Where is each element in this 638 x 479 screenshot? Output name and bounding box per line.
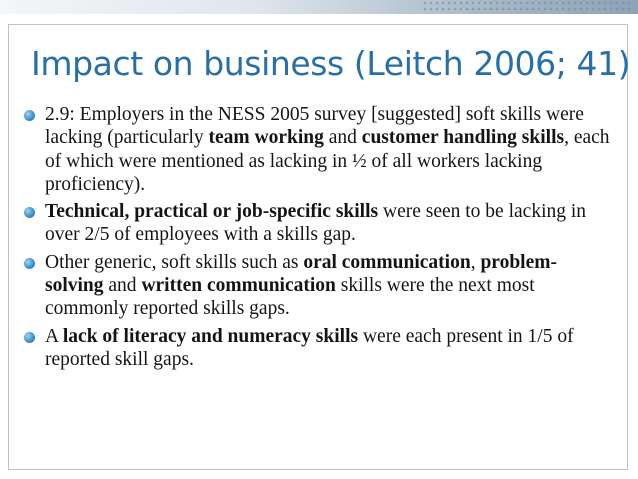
bullet-text	[45, 326, 574, 370]
bold-phrase: Technical, practical or job-specific skills	[45, 201, 379, 223]
bold-phrase: customer handling skills	[361, 127, 565, 149]
bullet-dot-icon	[24, 207, 35, 218]
bullet-list	[22, 103, 612, 375]
bullet-text	[45, 104, 610, 195]
text-run: ,	[470, 251, 481, 273]
bullet-dot-icon	[24, 332, 35, 343]
text-run: Other generic, soft skills such as	[45, 251, 304, 273]
bullet-item	[22, 103, 612, 196]
bold-phrase: written communication	[141, 275, 336, 297]
bullet-text	[45, 201, 586, 245]
bullet-text	[45, 252, 557, 320]
text-run: , each of which were mentioned as lacking in ½ of all workers lacking proficiency).	[45, 127, 610, 195]
bold-phrase: problem-solving	[45, 251, 557, 297]
header-gradient-band	[0, 0, 638, 14]
text-run: and	[323, 127, 362, 149]
slide-title: Impact on business (Leitch 2006; 41)	[31, 44, 631, 83]
bullet-item	[22, 325, 612, 372]
bullet-dot-icon	[24, 110, 35, 121]
text-run: skills were the next most commonly reported skills gaps.	[45, 275, 535, 320]
text-run: and	[103, 275, 142, 297]
text-run: A	[45, 325, 63, 347]
bold-phrase: oral communication	[303, 251, 471, 273]
bullet-dot-icon	[24, 258, 35, 269]
bold-phrase: lack of literacy and numeracy skills	[62, 325, 359, 347]
text-run: were seen to be lacking in over 2/5 of employees with a skills gap.	[45, 201, 587, 246]
text-run: 2.9: Employers in the NESS 2005 survey [suggested] soft skills were lacking (particularly	[45, 104, 584, 149]
bullet-item	[22, 200, 612, 247]
bullet-item	[22, 251, 612, 321]
dot-pattern-decoration	[422, 0, 632, 12]
text-run: were each present in 1/5 of reported skill gaps.	[45, 325, 574, 370]
bold-phrase: team working	[208, 127, 324, 149]
